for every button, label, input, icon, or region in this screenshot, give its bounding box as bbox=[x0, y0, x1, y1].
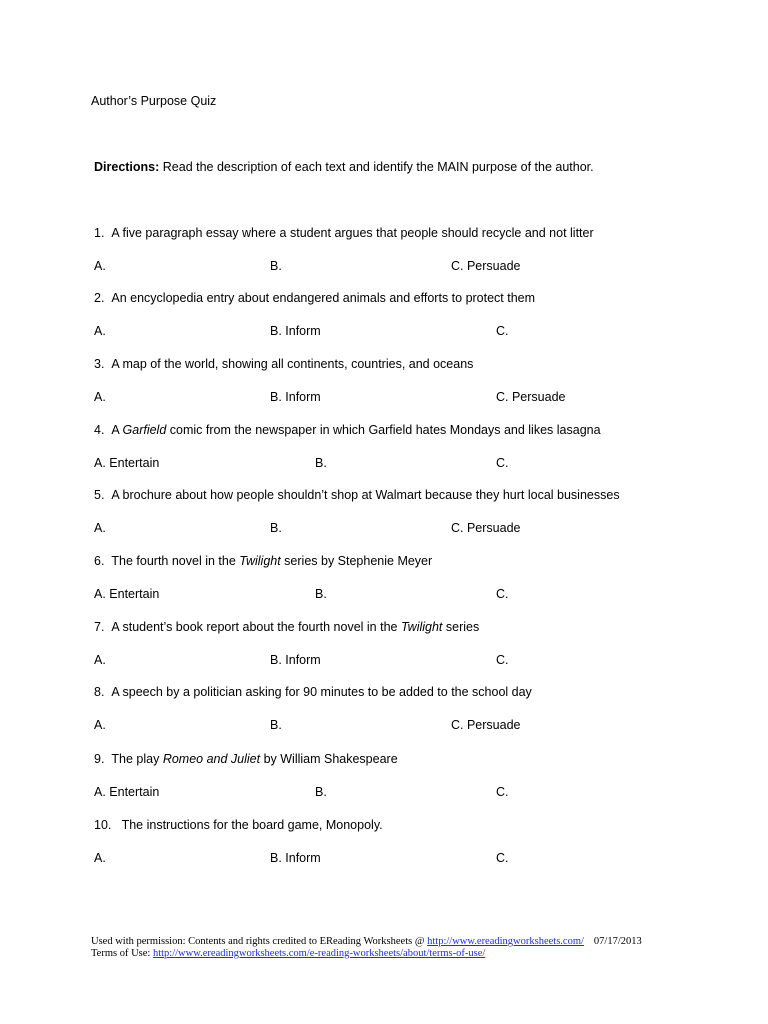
question-number: 6. bbox=[94, 554, 105, 568]
question-text-title: Twilight bbox=[239, 554, 281, 568]
answer-options bbox=[94, 324, 734, 340]
option-a: A. bbox=[94, 521, 106, 535]
question-text: The instructions for the board game, Monopoly. bbox=[118, 818, 383, 832]
option-c: C. bbox=[496, 587, 509, 601]
option-b: B. bbox=[270, 259, 282, 273]
option-c: C. bbox=[496, 456, 509, 470]
question-number: 1. bbox=[94, 226, 105, 240]
question-text-title: Twilight bbox=[400, 620, 443, 634]
question-text: A five paragraph essay where a student argues that people should recycle and not litter bbox=[111, 226, 594, 240]
question-number: 7. bbox=[94, 620, 105, 634]
option-a: A. bbox=[94, 851, 106, 865]
question-7 bbox=[94, 620, 479, 634]
option-b: B. bbox=[315, 456, 327, 470]
option-b: B. Inform bbox=[270, 653, 321, 667]
option-a: A. bbox=[94, 390, 106, 404]
footer-credit-link[interactable]: http://www.ereadingworksheets.com/ bbox=[427, 936, 584, 947]
question-text-post: series bbox=[442, 620, 480, 634]
question-text-pre: The play bbox=[111, 752, 163, 766]
option-a: A. bbox=[94, 653, 106, 667]
option-a: A. bbox=[94, 718, 106, 732]
question-text-title: Romeo and Juliet bbox=[162, 752, 261, 766]
option-b: B. Inform bbox=[270, 390, 321, 404]
question-number: 2. bbox=[94, 291, 105, 305]
question-text-pre: A bbox=[111, 423, 123, 437]
answer-options bbox=[94, 653, 734, 669]
question-text-pre: The fourth novel in the bbox=[111, 554, 240, 568]
directions-text: Read the description of each text and identify the MAIN purpose of the author. bbox=[159, 160, 594, 174]
question-text-post: by William Shakespeare bbox=[260, 752, 398, 766]
question-number: 3. bbox=[94, 357, 105, 371]
question-6 bbox=[94, 554, 432, 568]
footer-terms-link[interactable]: http://www.ereadingworksheets.com/e-reading-worksheets/about/terms-of-use/ bbox=[152, 948, 486, 959]
answer-options bbox=[94, 456, 734, 472]
question-2 bbox=[94, 291, 535, 305]
question-1 bbox=[94, 226, 594, 240]
directions bbox=[94, 160, 594, 174]
question-number: 9. bbox=[94, 752, 105, 766]
answer-options bbox=[94, 587, 734, 603]
question-3 bbox=[94, 357, 473, 371]
question-text-title: Garfield bbox=[122, 423, 167, 437]
question-9 bbox=[94, 752, 398, 766]
answer-options bbox=[94, 390, 734, 406]
question-4 bbox=[94, 423, 601, 437]
answer-options bbox=[94, 718, 734, 734]
answer-options bbox=[94, 259, 734, 275]
question-text: A speech by a politician asking for 90 minutes to be added to the school day bbox=[111, 685, 532, 699]
option-c: C. Persuade bbox=[451, 259, 521, 273]
option-b: B. bbox=[270, 521, 282, 535]
option-a: A. Entertain bbox=[94, 785, 160, 799]
option-c: C. bbox=[496, 653, 509, 667]
option-c: C. bbox=[496, 785, 509, 799]
option-b: B. Inform bbox=[270, 324, 321, 338]
question-8 bbox=[94, 685, 532, 699]
question-text: An encyclopedia entry about endangered animals and efforts to protect them bbox=[111, 291, 536, 305]
option-b: B. bbox=[315, 587, 327, 601]
question-text-post: series by Stephenie Meyer bbox=[280, 554, 433, 568]
answer-options bbox=[94, 521, 734, 537]
question-text: A map of the world, showing all continents, countries, and oceans bbox=[111, 357, 474, 371]
footer-credit-text: Used with permission: Contents and rights credited to EReading Worksheets @ bbox=[91, 936, 428, 947]
question-text: A brochure about how people shouldn’t shop at Walmart because they hurt local businesses bbox=[111, 488, 620, 502]
footer-credit-line bbox=[91, 936, 642, 948]
option-b: B. Inform bbox=[270, 851, 321, 865]
option-c: C. bbox=[496, 324, 509, 338]
option-b: B. bbox=[315, 785, 327, 799]
question-text-post: comic from the newspaper in which Garfield hates Mondays and likes lasagna bbox=[166, 423, 601, 437]
question-number: 8. bbox=[94, 685, 105, 699]
option-a: A. Entertain bbox=[94, 587, 160, 601]
question-number: 4. bbox=[94, 423, 105, 437]
directions-label: Directions: bbox=[94, 160, 160, 174]
question-5 bbox=[94, 488, 620, 502]
option-c: C. Persuade bbox=[451, 521, 521, 535]
option-a: A. bbox=[94, 259, 106, 273]
question-text-pre: A student’s book report about the fourth novel in the bbox=[111, 620, 401, 634]
option-b: B. bbox=[270, 718, 282, 732]
question-10 bbox=[94, 818, 383, 832]
page-title: Author’s Purpose Quiz bbox=[91, 94, 217, 108]
option-c: C. Persuade bbox=[451, 718, 521, 732]
footer-terms-text: Terms of Use: bbox=[91, 948, 153, 959]
option-a: A. Entertain bbox=[94, 456, 160, 470]
answer-options bbox=[94, 785, 734, 801]
option-c: C. bbox=[496, 851, 509, 865]
option-c: C. Persuade bbox=[496, 390, 566, 404]
footer-date: 07/17/2013 bbox=[593, 936, 642, 947]
footer-terms-line bbox=[91, 948, 642, 960]
question-number: 10. bbox=[94, 818, 112, 832]
footer bbox=[91, 936, 642, 960]
question-number: 5. bbox=[94, 488, 105, 502]
option-a: A. bbox=[94, 324, 106, 338]
answer-options bbox=[94, 851, 734, 867]
